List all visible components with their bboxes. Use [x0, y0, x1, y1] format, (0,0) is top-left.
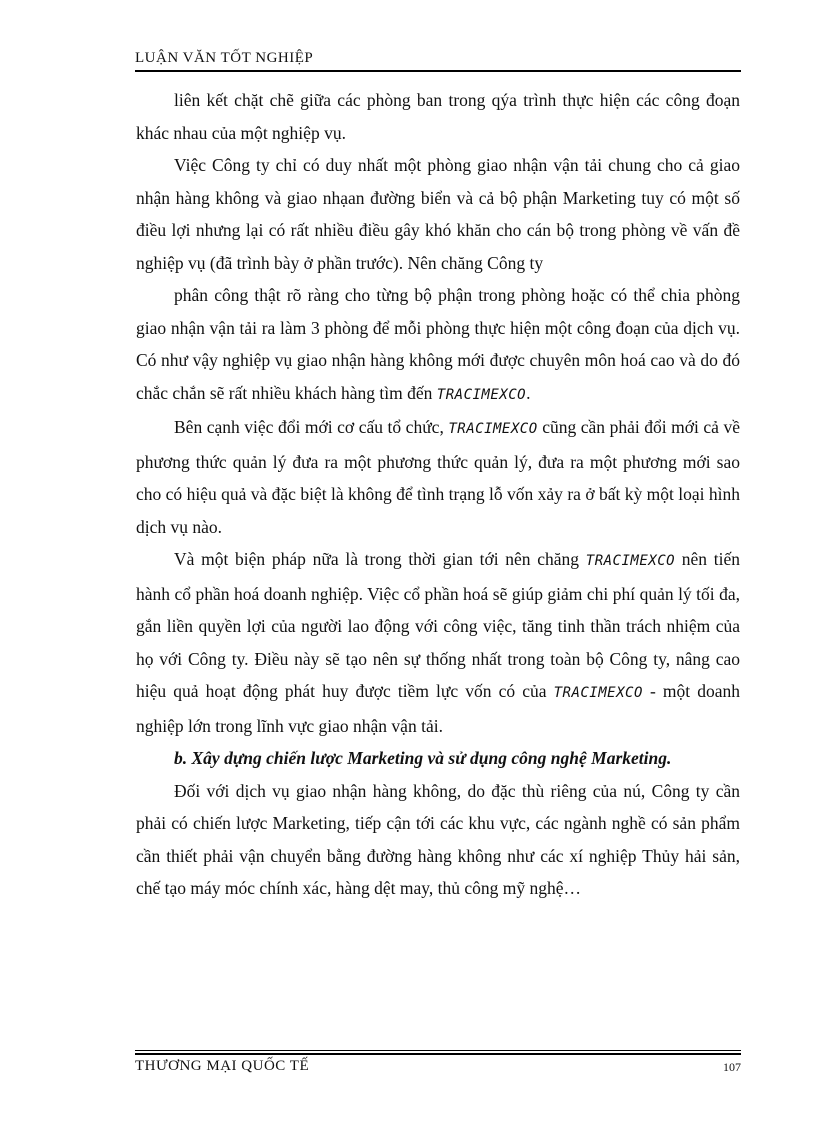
company-name: TRACIMEXCO — [436, 386, 527, 403]
document-body — [136, 84, 740, 905]
section-heading: b. Xây dựng chiến lược Marketing và sử dụng công nghệ Marketing. — [174, 748, 672, 768]
footer-rule — [135, 1053, 741, 1055]
paragraph-text: Bên cạnh việc đổi mới cơ cấu tổ chức, — [174, 417, 449, 437]
paragraph-assignment — [136, 279, 740, 411]
paragraph-text: Và một biện pháp nữa là trong thời gian tới nên chăng — [174, 549, 586, 569]
paragraph-text: nên tiến hành cổ phần hoá doanh nghiệp. Việc cổ phần hoá sẽ giúp giảm chi phí quản lý tối đa, gắn liền quyền lợi của người lao động với công việc, tăng tinh thần trách nhiệm của họ với Công ty. Điều này sẽ tạo nên sự thống nhất trong toàn bộ Công ty, nâng cao hiệu quả hoạt động phát huy được tiềm lực vốn có của — [136, 549, 740, 701]
page-number: 107 — [723, 1060, 741, 1074]
company-name: TRACIMEXCO — [585, 553, 676, 569]
footer-rule — [135, 1050, 741, 1051]
paragraph-text: cũng cần phải đổi mới cả về phương thức quản lý đưa ra một phương thức quản lý, đưa ra một phương mới sao cho có hiệu quả và đặc biệt là không để tình trạng lỗ vốn xảy ra ở bất kỳ một loại hình dịch vụ nào. — [136, 417, 740, 537]
paragraph-department-structure: Việc Công ty chỉ có duy nhất một phòng giao nhận vận tải chung cho cả giao nhận hàng không và giao nhạan đường biển và cả bộ phận Marketing tuy có một số điều lợi nhưng lại có rất nhiều điều gây khó khăn cho cán bộ trong phòng về vấn đề nghiệp vụ (đã trình bày ở phần trước). Nên chăng Công ty — [136, 155, 740, 273]
header-title: LUẬN VĂN TỐT NGHIỆP — [135, 50, 314, 66]
paragraph-continuation: liên kết chặt chẽ giữa các phòng ban trong qýa trình thực hiện các công đoạn khác nhau của một nghiệp vụ. — [136, 90, 740, 143]
paragraph-text: phân công thật rõ ràng cho từng bộ phận trong phòng hoặc có thể chia phòng giao nhận vận tải ra làm 3 phòng để mỗi phòng thực hiện một công đoạn của dịch vụ. Có như vậy nghiệp vụ giao nhận hàng không mới được chuyên môn hoá cao và do đó chắc chắn sẽ rất nhiều khách hàng tìm đến — [136, 285, 740, 403]
paragraph-text: - một doanh nghiệp lớn trong lĩnh vực giao nhận vận tải. — [136, 681, 740, 736]
company-name: TRACIMEXCO — [553, 685, 643, 701]
page-footer — [135, 1050, 741, 1076]
paragraph-text: . — [526, 382, 531, 403]
paragraph-marketing: Đối với dịch vụ giao nhận hàng không, do đặc thù riêng của nú, Công ty cần phải có chiến lược Marketing, tiếp cận tới các khu vực, các ngành nghề có sản phẩm cần thiết phải vận chuyển bằng đường hàng không như các xí nghiệp Thủy hải sản, chế tạo máy móc chính xác, hàng dệt may, thủ công mỹ nghệ… — [136, 780, 740, 898]
page-header — [135, 48, 741, 72]
footer-label: THƯƠNG MẠI QUỐC TẾ — [135, 1058, 310, 1074]
company-name: TRACIMEXCO — [448, 421, 538, 437]
paragraph-equitization — [136, 543, 740, 742]
paragraph-management — [136, 411, 740, 543]
